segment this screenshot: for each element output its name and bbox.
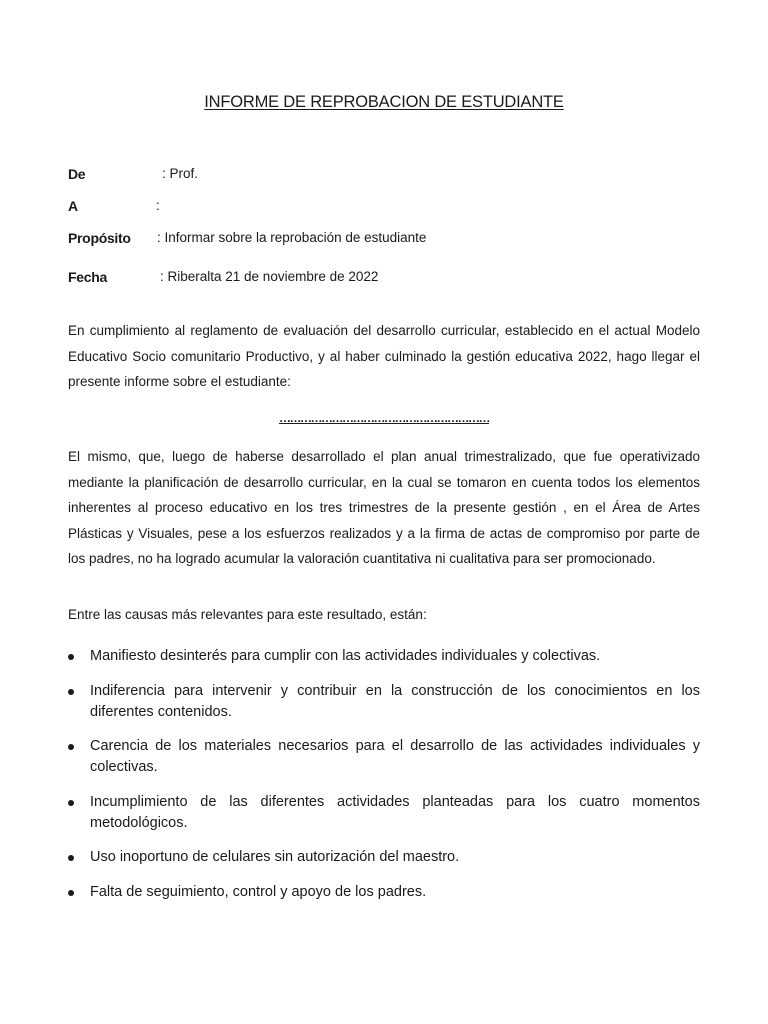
field-de — [68, 166, 708, 186]
field-fecha-value: : Riberalta 21 de noviembre de 2022 — [160, 269, 379, 284]
list-item — [68, 847, 700, 868]
list-item — [68, 882, 700, 903]
field-proposito-label: Propósito — [68, 230, 131, 246]
bullet-icon — [68, 800, 74, 806]
field-de-label: De — [68, 166, 86, 182]
document-title: INFORME DE REPROBACION DE ESTUDIANTE — [204, 93, 564, 111]
cause-text: Uso inoportuno de celulares sin autorización del maestro. — [90, 849, 460, 865]
field-de-value: : Prof. — [162, 166, 199, 181]
student-name-blank: …………………………………………………… — [279, 411, 489, 425]
field-a — [68, 198, 708, 218]
causes-list — [68, 646, 700, 916]
cause-text: Carencia de los materiales necesarios para el desarrollo de las actividades individuales y colectivas. — [90, 738, 700, 775]
cause-text: Manifiesto desinterés para cumplir con las actividades individuales y colectivas. — [90, 648, 601, 664]
field-fecha-label: Fecha — [68, 269, 107, 285]
cause-text: Incumplimiento de las diferentes actividades planteadas para los cuatro momentos metodológicos. — [90, 793, 700, 831]
list-item — [68, 792, 700, 834]
field-fecha — [68, 269, 708, 289]
field-a-label: A — [68, 198, 78, 214]
list-item — [68, 736, 700, 778]
intro-paragraph: En cumplimiento al reglamento de evaluación del desarrollo curricular, establecido en el actual Modelo Educativo Socio comunitario Productivo, y al haber culminado la gestión educativa 2022, hago llegar el presente informe sobre el estudiante: — [68, 323, 700, 389]
list-item — [68, 681, 700, 723]
causes-intro: Entre las causas más relevantes para este resultado, están: — [68, 607, 427, 622]
bullet-icon — [68, 890, 74, 896]
cause-text: Falta de seguimiento, control y apoyo de los padres. — [90, 883, 427, 900]
bullet-icon — [68, 744, 74, 750]
field-a-value: : — [156, 198, 160, 213]
field-proposito — [68, 230, 708, 250]
body-paragraph: El mismo, que, luego de haberse desarrollado el plan anual trimestralizado, que fue operativizado mediante la planificación de desarrollo curricular, en la cual se tomaron en cuenta todos los elementos inherentes al proceso educativo en los tres trimestres de la presente gestión , en el Área de Artes Plásticas y Visuales, pese a los esfuerzos realizados y a la firma de actas de compromiso por parte de los padres, no ha logrado acumular la valoración cuantitativa ni cualitativa para ser promocionado. — [68, 449, 700, 566]
bullet-icon — [68, 689, 74, 695]
field-proposito-value: : Informar sobre la reprobación de estudiante — [157, 230, 427, 245]
bullet-icon — [68, 654, 74, 660]
list-item — [68, 646, 700, 667]
bullet-icon — [68, 855, 74, 861]
cause-text: Indiferencia para intervenir y contribuir en la construcción de los conocimientos en los diferentes contenidos. — [90, 682, 700, 720]
